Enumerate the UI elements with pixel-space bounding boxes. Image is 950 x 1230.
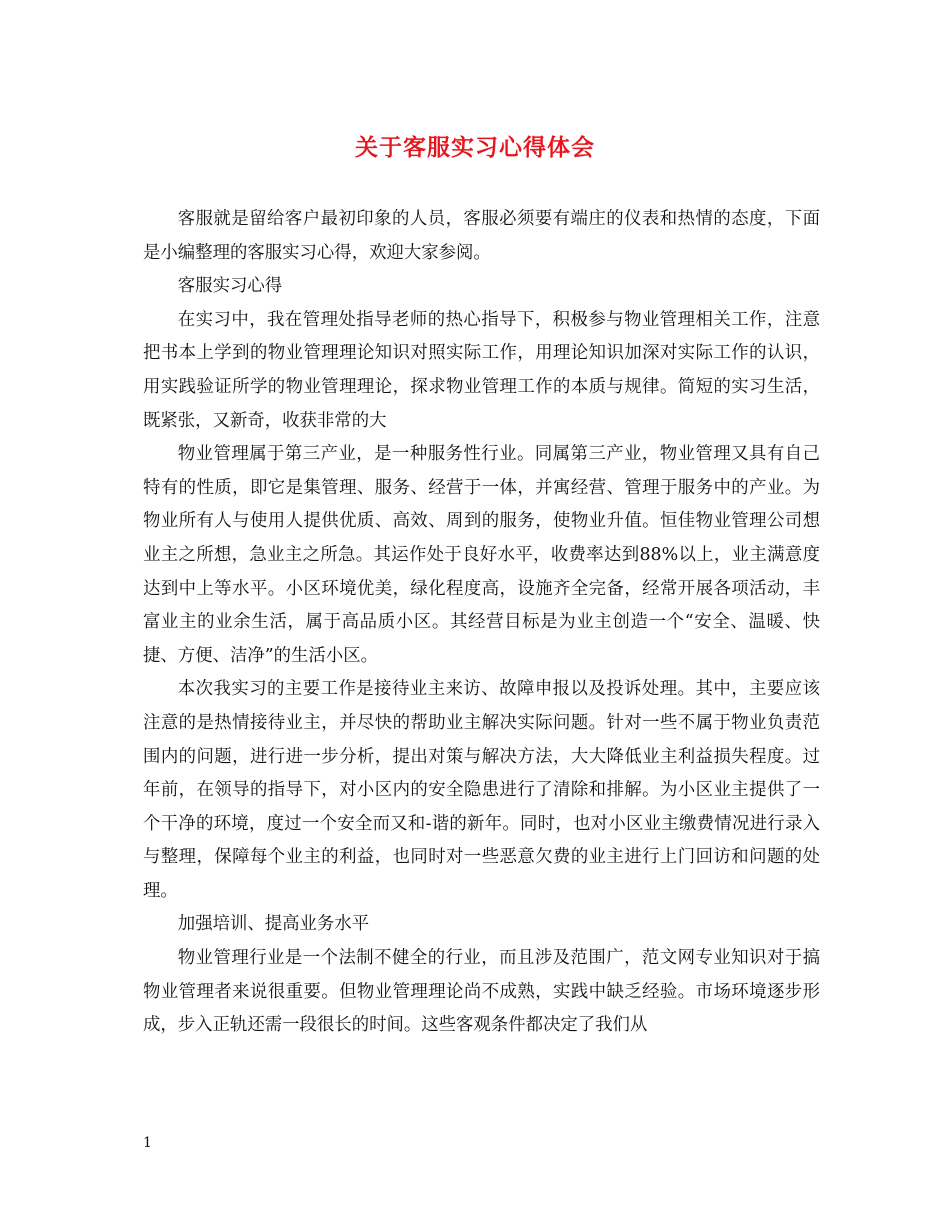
intro-paragraph: 客服就是留给客户最初印象的人员，客服必须要有端庄的仪表和热情的态度，下面是小编整理的客服实习心得，欢迎大家参阅。 bbox=[143, 209, 820, 263]
internship-paragraph: 在实习中，我在管理处指导老师的热心指导下，积极参与物业管理相关工作，注意把书本上学到的物业管理理论知识对照实际工作，用理论知识加深对实际工作的认识，用实践验证所学的物业管理理论，探求物业管理工作的本质与规律。简短的实习生活，既紧张，又新奇，收获非常的大 bbox=[143, 309, 820, 431]
section-heading-training: 加强培训、提高业务水平 bbox=[177, 914, 370, 935]
training-paragraph: 物业管理行业是一个法制不健全的行业，而且涉及范围广，范文网专业知识对于搞物业管理者来说很重要。但物业管理理论尚不成熟，实践中缺乏经验。市场环境逐步形成，步入正轨还需一段很长的时间。这些客观条件都决定了我们从 bbox=[143, 948, 820, 1036]
section-heading-internship: 客服实习心得 bbox=[177, 276, 283, 297]
document-title: 关于客服实习心得体会 bbox=[355, 134, 595, 161]
work-summary-paragraph: 本次我实习的主要工作是接待业主来访、故障申报以及投诉处理。其中，主要应该注意的是热情接待业主，并尽快的帮助业主解决实际问题。针对一些不属于物业负责范围内的问题，进行进一步分析，提出对策与解决方法，大大降低业主利益损失程度。过年前，在领导的指导下，对小区内的安全隐患进行了清除和排解。为小区业主提供了一个干净的环境，度过一个安全而又和-谐的新年。同时，也对小区业主缴费情况进行录入与整理，保障每个业主的利益，也同时对一些恶意欠费的业主进行上门回访和问题的处理。 bbox=[143, 679, 820, 901]
property-management-paragraph: 物业管理属于第三产业，是一种服务性行业。同属第三产业，物业管理又具有自己特有的性质，即它是集管理、服务、经营于一体，并寓经营、管理于服务中的产业。为物业所有人与使用人提供优质、高效、周到的服务，使物业升值。恒佳物业管理公司想业主之所想，急业主之所急。其运作处于良好水平，收费率达到88%以上，业主满意度达到中上等水平。小区环境优美，绿化程度高，设施齐全完备，经常开展各项活动，丰富业主的业余生活，属于高品质小区。其经营目标是为业主创造一个“安全、温暖、快捷、方便、洁净”的生活小区。 bbox=[143, 444, 820, 666]
document-body bbox=[143, 203, 820, 1043]
page-number: 1 bbox=[143, 1135, 152, 1151]
